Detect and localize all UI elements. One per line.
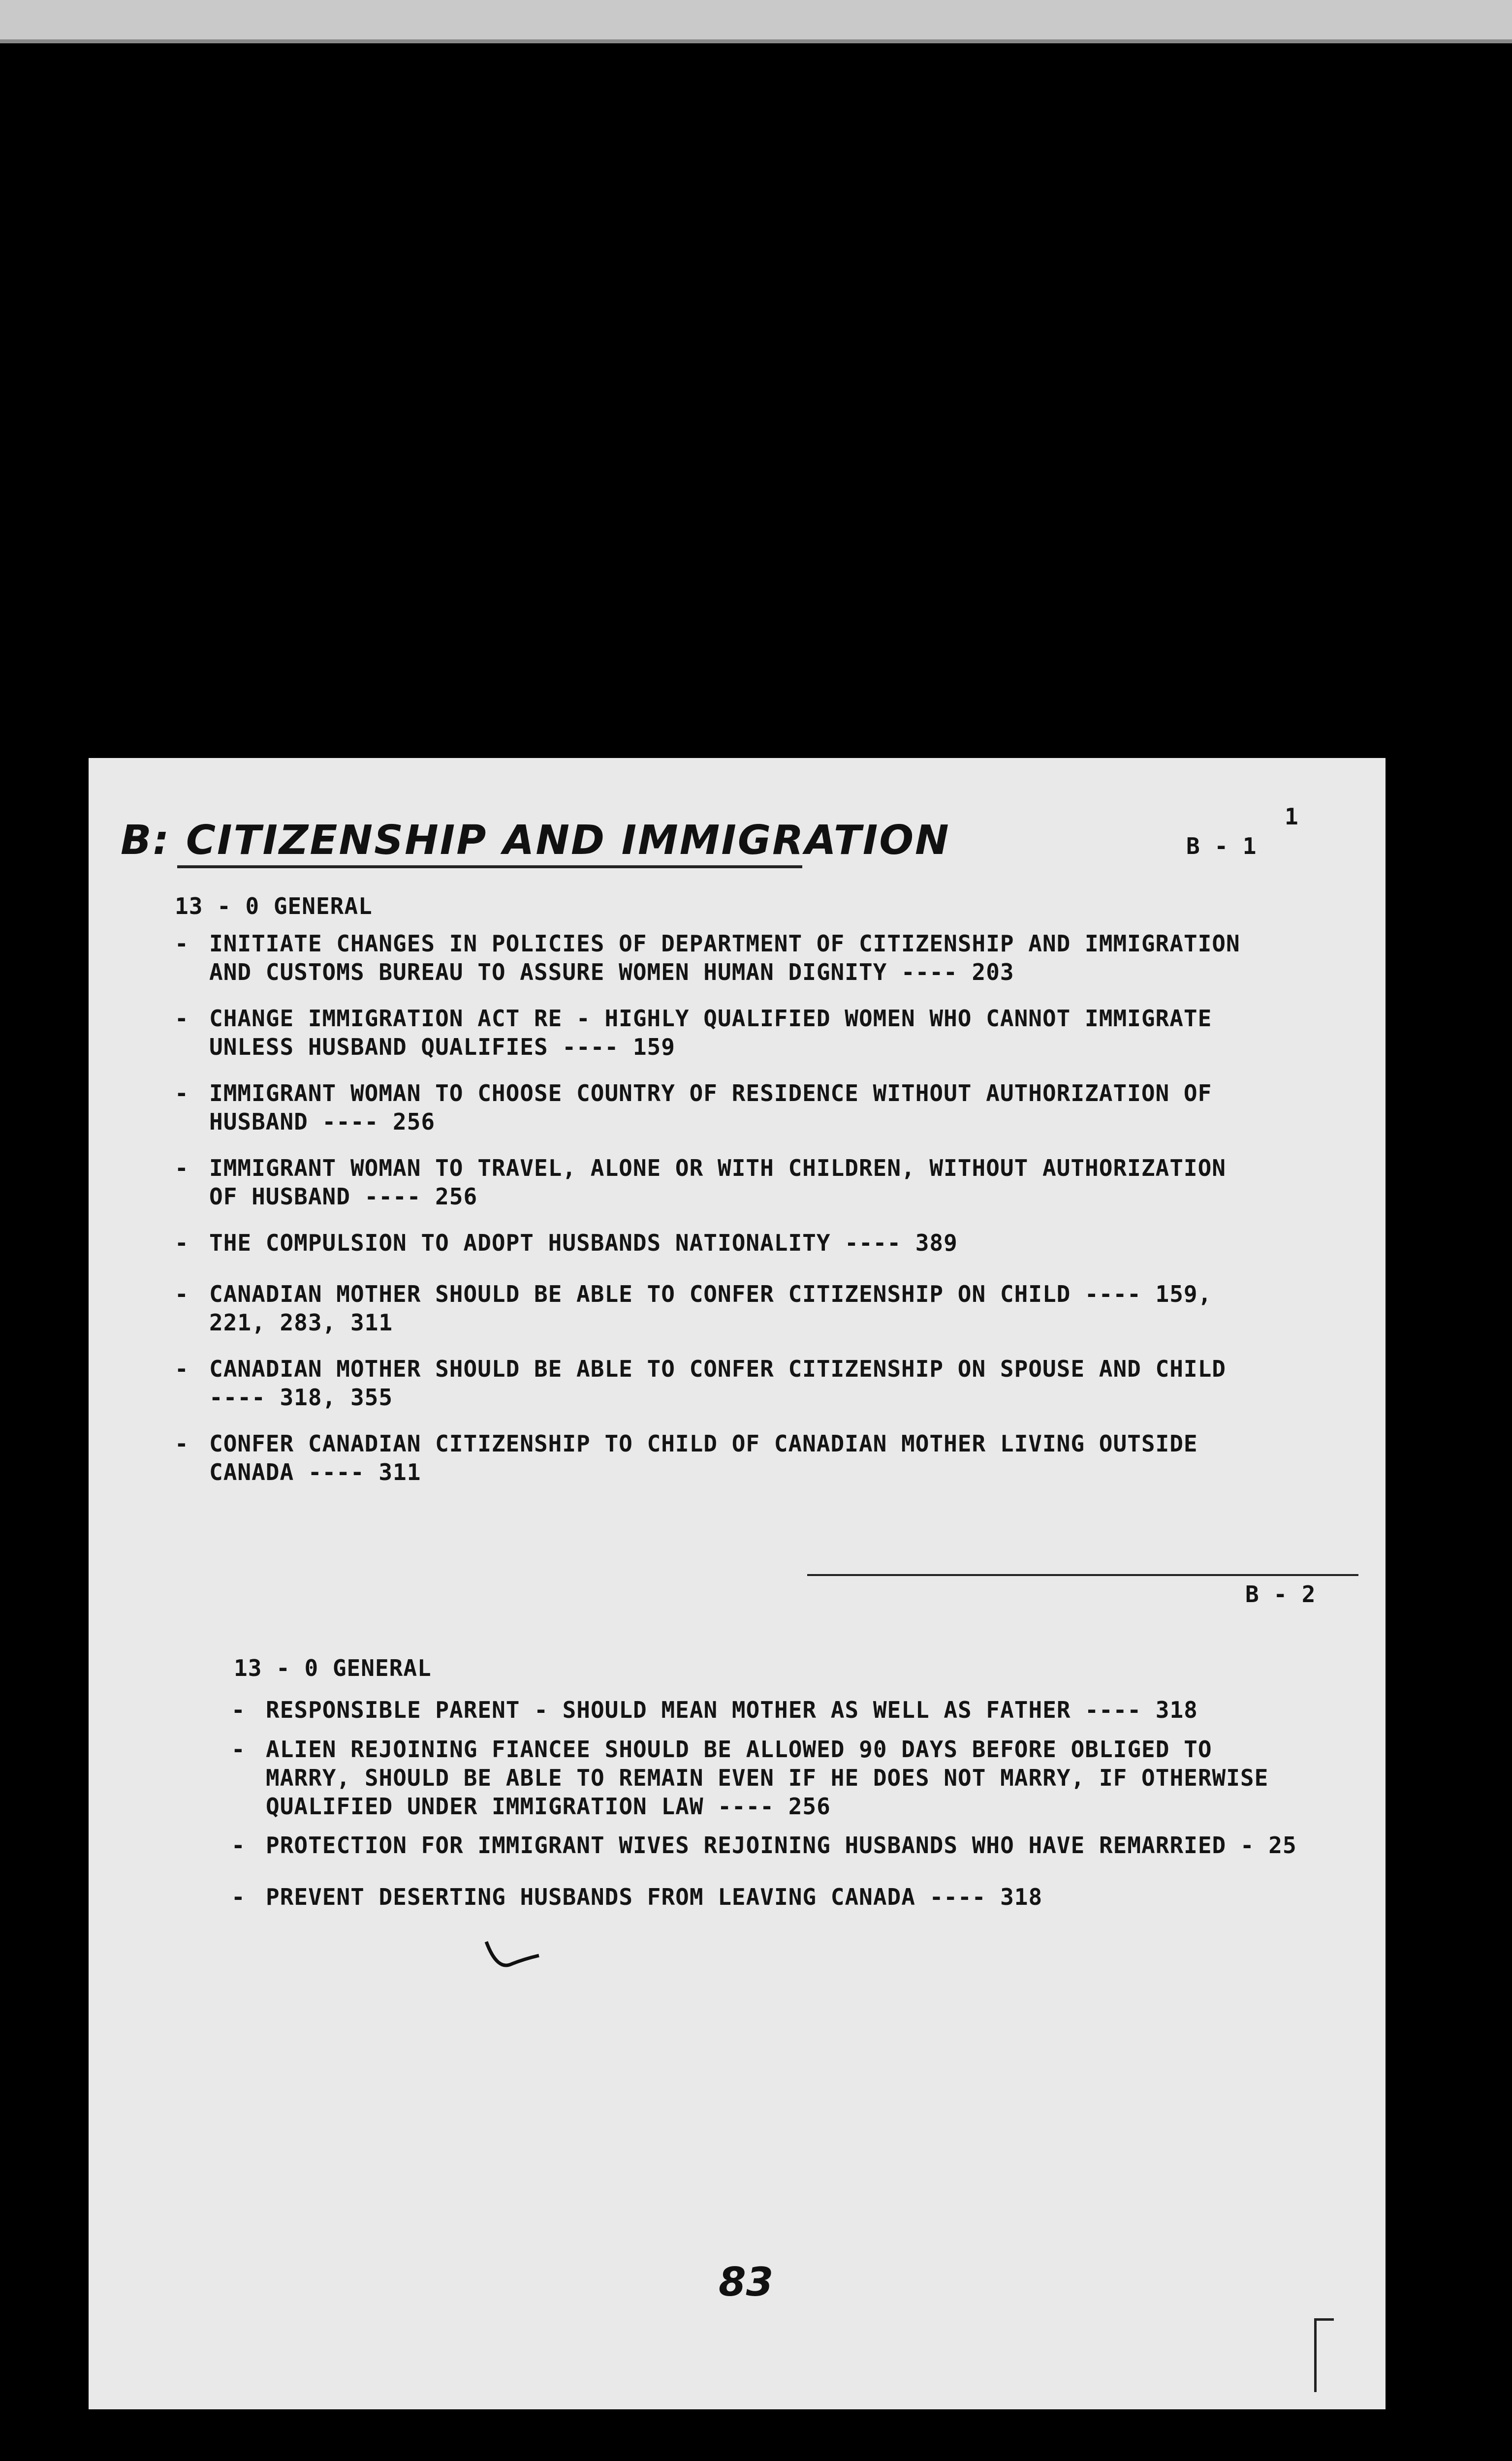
entry-2 xyxy=(175,1004,1212,1061)
entry-8 xyxy=(175,1429,1198,1486)
entry-line: OF HUSBAND ---- 256 xyxy=(209,1183,478,1210)
bullet-dash: - xyxy=(231,1697,246,1723)
entry-line: MARRY, SHOULD BE ABLE TO REMAIN EVEN IF HE DOES NOT MARRY, IF OTHERWISE xyxy=(266,1765,1269,1791)
entry-line: PROTECTION FOR IMMIGRANT WIVES REJOINING HUSBANDS WHO HAVE REMARRIED - 25 xyxy=(266,1832,1297,1859)
entry-line: CHANGE IMMIGRATION ACT RE - HIGHLY QUALIFIED WOMEN WHO CANNOT IMMIGRATE xyxy=(209,1005,1212,1032)
entry-6 xyxy=(175,1280,1212,1337)
entry-5 xyxy=(175,1229,958,1257)
bullet-dash: - xyxy=(175,1356,189,1382)
bullet-dash: - xyxy=(175,930,189,957)
entry-line: AND CUSTOMS BUREAU TO ASSURE WOMEN HUMAN DIGNITY ---- 203 xyxy=(209,959,1014,985)
section-2-heading: 13 - 0 GENERAL xyxy=(234,1655,432,1681)
entry-line: CANADIAN MOTHER SHOULD BE ABLE TO CONFER CITIZENSHIP ON CHILD ---- 159, xyxy=(209,1281,1212,1307)
entry-line: CANADA ---- 311 xyxy=(209,1459,421,1485)
entry-line: RESPONSIBLE PARENT - SHOULD MEAN MOTHER AS WELL AS FATHER ---- 318 xyxy=(266,1697,1198,1723)
entry-line: CONFER CANADIAN CITIZENSHIP TO CHILD OF CANADIAN MOTHER LIVING OUTSIDE xyxy=(209,1430,1198,1457)
check-mark-icon xyxy=(482,1937,546,1976)
entry-line: IMMIGRANT WOMAN TO TRAVEL, ALONE OR WITH CHILDREN, WITHOUT AUTHORIZATION xyxy=(209,1155,1226,1181)
entry-7 xyxy=(175,1355,1226,1412)
entry-line: QUALIFIED UNDER IMMIGRATION LAW ---- 256 xyxy=(266,1793,831,1820)
entry-b2-4 xyxy=(231,1883,1043,1911)
entry-3 xyxy=(175,1079,1212,1136)
bullet-dash: - xyxy=(175,1430,189,1457)
entry-line: HUSBAND ---- 256 xyxy=(209,1108,436,1135)
entry-line: IMMIGRANT WOMAN TO CHOOSE COUNTRY OF RESIDENCE WITHOUT AUTHORIZATION OF xyxy=(209,1080,1212,1106)
entry-line: UNLESS HUSBAND QUALIFIES ---- 159 xyxy=(209,1034,675,1060)
entry-b2-2 xyxy=(231,1735,1269,1821)
bullet-dash: - xyxy=(175,1005,189,1032)
entry-line: THE COMPULSION TO ADOPT HUSBANDS NATIONALITY ---- 389 xyxy=(209,1230,958,1256)
bullet-dash: - xyxy=(175,1281,189,1307)
page-code-b2: B - 2 xyxy=(1245,1581,1316,1608)
page-number: 83 xyxy=(719,2259,774,2305)
page-code-b1: B - 1 xyxy=(1186,833,1257,859)
entry-line: PREVENT DESERTING HUSBANDS FROM LEAVING CANADA ---- 318 xyxy=(266,1884,1043,1910)
section-title: B: CITIZENSHIP AND IMMIGRATION xyxy=(121,817,950,864)
entry-line: ALIEN REJOINING FIANCEE SHOULD BE ALLOWED 90 DAYS BEFORE OBLIGED TO xyxy=(266,1736,1212,1763)
bullet-dash: - xyxy=(231,1832,246,1859)
corner-bracket xyxy=(1314,2318,1317,2392)
film-top-strip xyxy=(0,0,1512,43)
bullet-dash: - xyxy=(175,1230,189,1256)
title-underline xyxy=(177,865,802,868)
bullet-dash: - xyxy=(231,1736,246,1763)
entry-line: ---- 318, 355 xyxy=(209,1384,393,1411)
corner-mark: 1 xyxy=(1285,803,1299,830)
entry-b2-3 xyxy=(231,1831,1297,1860)
page-divider xyxy=(807,1574,1358,1576)
index-page xyxy=(89,758,1386,2409)
bullet-dash: - xyxy=(175,1080,189,1106)
entry-b2-1 xyxy=(231,1696,1198,1724)
bullet-dash: - xyxy=(175,1155,189,1181)
entry-line: INITIATE CHANGES IN POLICIES OF DEPARTMENT OF CITIZENSHIP AND IMMIGRATION xyxy=(209,930,1240,957)
bullet-dash: - xyxy=(231,1884,246,1910)
corner-bracket-top xyxy=(1314,2318,1334,2321)
entry-4 xyxy=(175,1154,1226,1211)
entry-1 xyxy=(175,929,1240,986)
section-1-heading: 13 - 0 GENERAL xyxy=(175,893,373,919)
entry-line: CANADIAN MOTHER SHOULD BE ABLE TO CONFER CITIZENSHIP ON SPOUSE AND CHILD xyxy=(209,1356,1226,1382)
entry-line: 221, 283, 311 xyxy=(209,1309,393,1336)
